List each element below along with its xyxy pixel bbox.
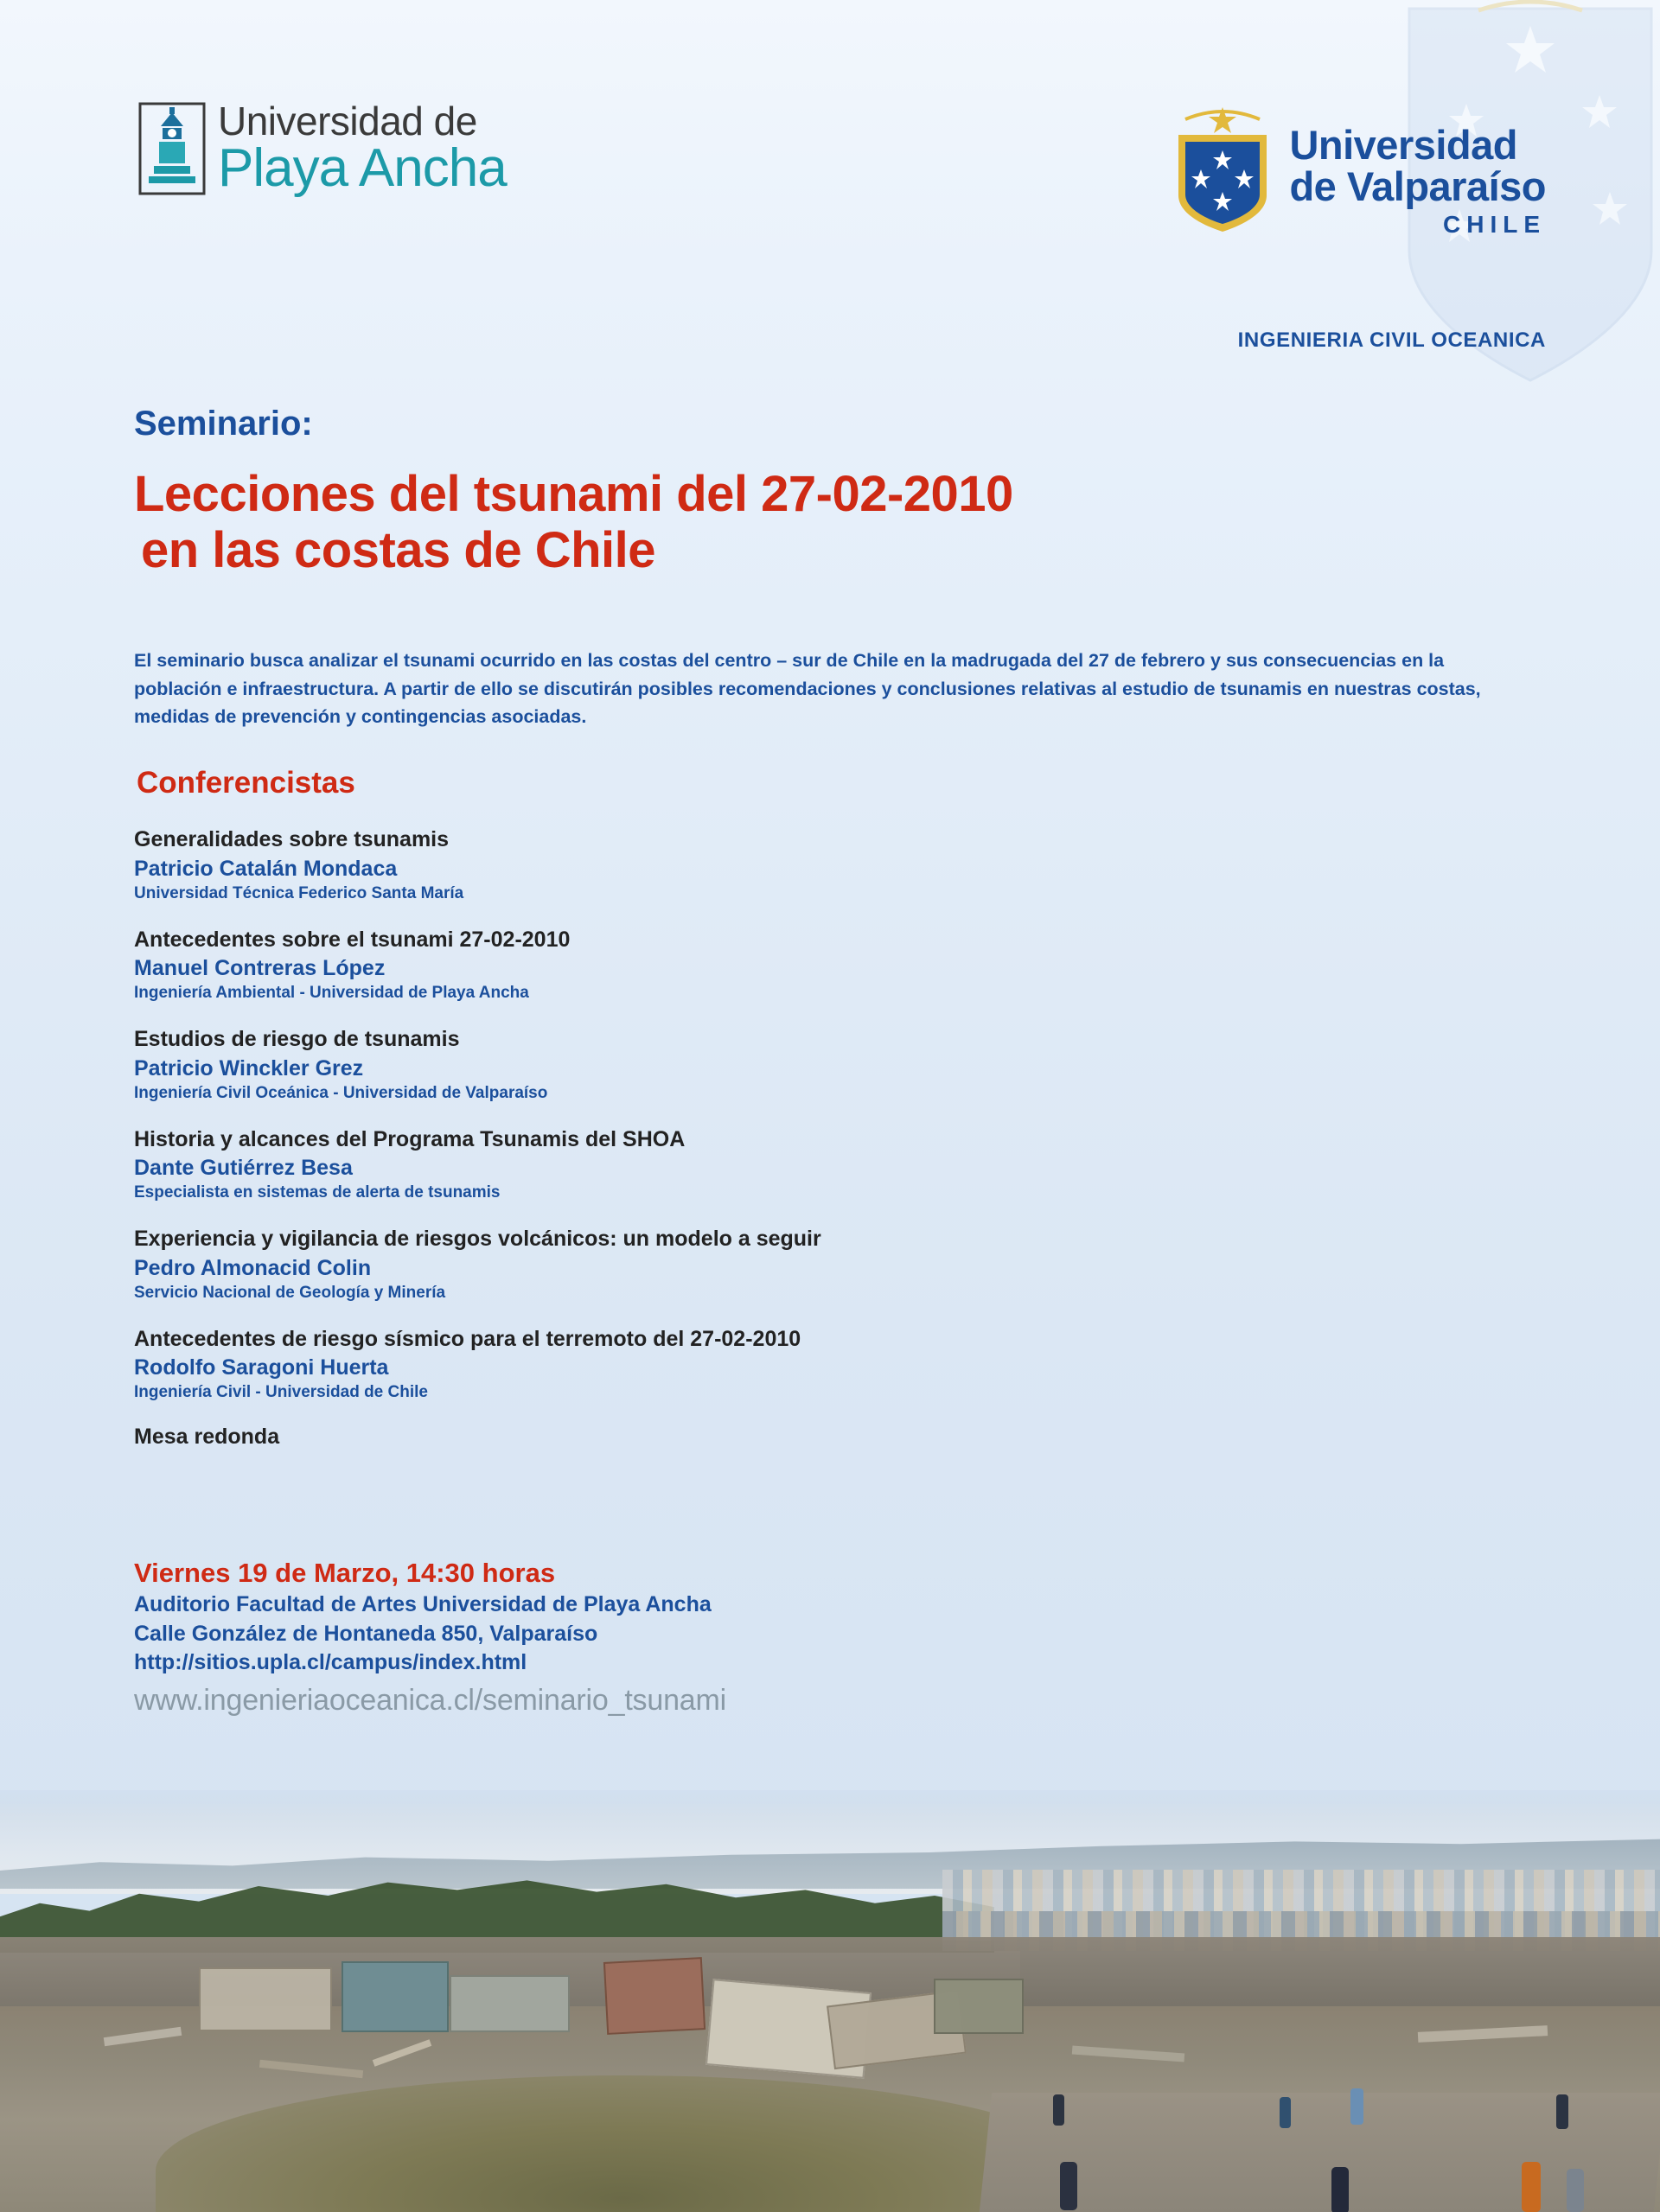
speaker-topic: Estudios de riesgo de tsunamis [134,1027,460,1051]
photo-shack [342,1961,449,2032]
photo-person [1060,2162,1077,2210]
photo-person [1350,2088,1363,2125]
photo-person [1280,2097,1291,2128]
speaker-name: Dante Gutiérrez Besa [134,1156,353,1180]
list-item [134,1225,1344,1304]
intro-paragraph: El seminario busca analizar el tsunami ocurrido en las costas del centro – sur de Chile en la madrugada del 27 de febrero y sus consecuencias en la población e infraestructura. A partir de ello se discutirán posibles recomendaciones y conclusiones relativas al estudio de tsunamis en nuestras costas, medidas de prevención y contingencias asociadas. [134,650,1481,728]
list-item [134,1025,1344,1104]
speaker-topic: Experiencia y vigilancia de riesgos volcánicos: un modelo a seguir [134,1227,821,1251]
speaker-affiliation: Ingeniería Civil Oceánica - Universidad de Valparaíso [134,1083,548,1102]
speaker-affiliation: Servicio Nacional de Geología y Minería [134,1283,446,1302]
upla-logo-line2: Playa Ancha [218,138,507,199]
uv-logo [1172,105,1546,239]
list-item [134,1125,1344,1204]
seminar-label: Seminario: [134,405,313,443]
uv-logo-line2: de Valparaíso [1289,163,1546,209]
photo-shack [603,1957,706,2035]
speaker-affiliation: Universidad Técnica Federico Santa María [134,883,464,902]
page-title [134,467,1013,579]
photo-person [1567,2169,1584,2212]
upla-wordmark [218,99,507,199]
speaker-topic: Generalidades sobre tsunamis [134,827,450,851]
uv-department-label: INGENIERIA CIVIL OCEANICA [1237,328,1546,352]
speaker-topic: Antecedentes de riesgo sísmico para el terremoto del 27-02-2010 [134,1326,801,1351]
speaker-name: Patricio Winckler Grez [134,1055,364,1081]
speaker-affiliation: Especialista en sistemas de alerta de tsunamis [134,1183,501,1202]
photo-person [1522,2162,1541,2212]
title-line-2: en las costas de Chile [141,521,656,578]
seminar-url[interactable]: www.ingenieriaoceanica.cl/seminario_tsunami [134,1684,726,1718]
upla-logo [138,99,507,199]
speaker-topic: Antecedentes sobre el tsunami 27-02-2010 [134,927,571,952]
title-line-1: Lecciones del tsunami del 27-02-2010 [134,466,1013,522]
speaker-name: Rodolfo Saragoni Huerta [134,1355,389,1380]
tsunami-aftermath-photo [0,1790,1660,2212]
speakers-heading: Conferencistas [137,766,355,800]
photo-shack [450,1975,570,2032]
round-table-label: Mesa redonda [134,1425,280,1449]
speakers-list [134,826,1344,1450]
photo-shack [199,1967,332,2031]
speaker-name: Manuel Contreras López [134,956,386,980]
speaker-affiliation: Ingeniería Ambiental - Universidad de Playa Ancha [134,984,529,1003]
list-item [134,826,1344,904]
list-item [134,1325,1344,1404]
event-venue: Auditorio Facultad de Artes Universidad de Playa Ancha [134,1592,712,1617]
speaker-affiliation: Ingeniería Civil - Universidad de Chile [134,1383,428,1402]
list-item [134,926,1344,1004]
photo-person [1331,2167,1349,2212]
logistics-block [134,1556,1344,1718]
uv-logo-line1: Universidad [1289,122,1517,168]
speaker-topic: Historia y alcances del Programa Tsunamis del SHOA [134,1126,686,1151]
event-address: Calle González de Hontaneda 850, Valparaíso [134,1621,598,1646]
event-date: Viernes 19 de Marzo, 14:30 horas [134,1558,556,1588]
photo-person [1053,2094,1064,2126]
uv-wordmark [1289,105,1546,239]
speaker-name: Pedro Almonacid Colin [134,1255,372,1280]
lighthouse-icon [138,102,206,195]
uv-shield-icon [1172,105,1274,235]
photo-person [1556,2094,1568,2129]
photo-top-fade [0,1790,1660,1816]
campus-url[interactable]: http://sitios.upla.cl/campus/index.html [134,1649,527,1674]
upla-logo-line1: Universidad de [218,99,477,144]
uv-logo-line3: CHILE [1443,210,1546,238]
speaker-name: Patricio Catalán Mondaca [134,856,398,881]
photo-shack [934,1979,1024,2034]
